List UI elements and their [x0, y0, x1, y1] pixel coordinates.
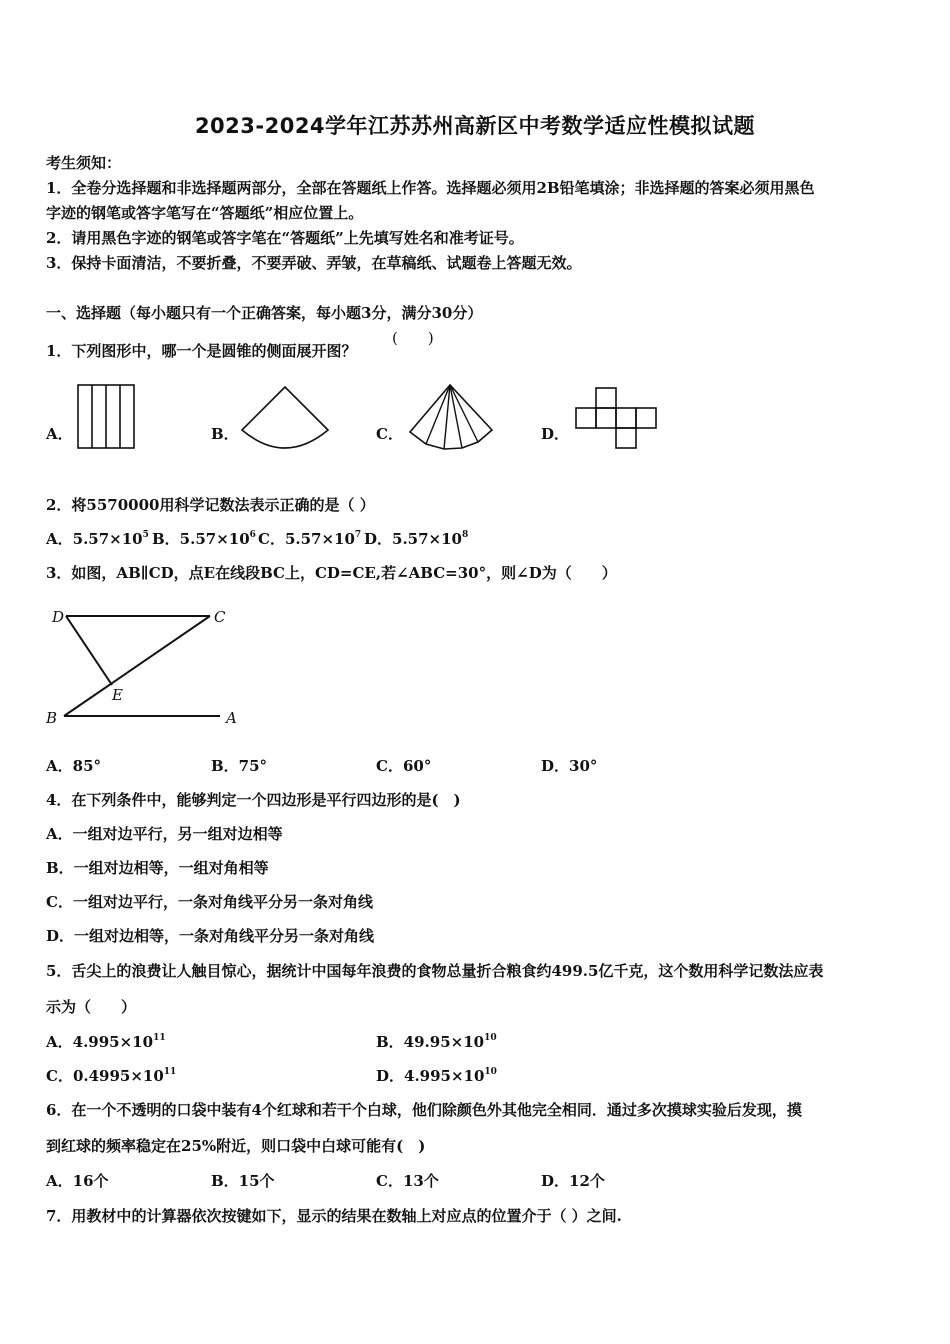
q3-option-c: C．60° [376, 757, 432, 775]
q4-option-b: B．一组对边相等，一组对角相等 [46, 859, 269, 877]
section-heading: 一、选择题（每小题只有一个正确答案，每小题3分，满分30分） [46, 304, 483, 322]
q1-option-a-figure [76, 383, 138, 451]
q5-option-d: D．$4.995\times 10^{10}$ [376, 1067, 497, 1085]
q5-stem-line-2: 示为（ ） [46, 998, 137, 1016]
q4-option-d: D．一组对边相等，一条对角线平分另一条对角线 [46, 927, 375, 945]
q1-option-b-figure [238, 384, 332, 454]
q2-stem: 2．将5570000用科学记数法表示正确的是（ ） [46, 496, 375, 514]
q1-option-b-label: B． [211, 425, 239, 443]
q1-option-c-figure [404, 382, 496, 454]
notice-line-2: 字迹的钢笔或答字笔写在“答题纸”相应位置上。 [46, 204, 364, 222]
q6-option-c: C．13个 [376, 1172, 439, 1190]
q6-stem-line-1: 6．在一个不透明的口袋中装有4个红球和若干个白球，他们除颜色外其他完全相同．通过多次摸球实验后发现，摸 [46, 1101, 802, 1119]
q5-stem-line-1: 5．舌尖上的浪费让人触目惊心，据统计中国每年浪费的食物总量折合粮食约499.5亿千克，这个数用科学记数法应表 [46, 962, 824, 980]
q1-option-c-label: C． [376, 425, 403, 443]
q2-option-d: D．$5.57\times 10^8$ [364, 530, 469, 548]
q7-stem: 7．用教材中的计算器依次按键如下，显示的结果在数轴上对应点的位置介于（ ）之间. [46, 1207, 622, 1225]
point-label-d: D [52, 608, 65, 626]
point-label-e: E [112, 686, 123, 704]
q1-option-a-label: A． [46, 425, 73, 443]
notice-line-1: 1．全卷分选择题和非选择题两部分，全部在答题纸上作答。选择题必须用2B铅笔填涂；非选择题的答案必须用黑色 [46, 179, 815, 197]
q1-option-d-label: D． [541, 425, 570, 443]
q1-option-d-figure [574, 386, 660, 452]
q3-geometry-figure [40, 600, 250, 734]
q2-option-a: A．$5.57\times 10^5$ [46, 530, 149, 548]
page-title: 2023-2024学年江苏苏州高新区中考数学适应性模拟试题 [194, 114, 756, 138]
q6-stem-line-2: 到红球的频率稳定在25%附近，则口袋中白球可能有( ) [46, 1137, 426, 1155]
q2-option-b: B．$5.57\times 10^6$ [152, 530, 256, 548]
q2-option-c: C．$5.57\times 10^7$ [258, 530, 362, 548]
notice-line-4: 3．保持卡面清洁，不要折叠，不要弄破、弄皱，在草稿纸、试题卷上答题无效。 [46, 254, 582, 272]
notice-heading: 考生须知： [46, 154, 122, 172]
q5-option-c: C．$0.4995\times 10^{11}$ [46, 1067, 177, 1085]
q1-paren: ( ) [392, 329, 434, 347]
q5-option-a: A．$4.995\times 10^{11}$ [46, 1033, 166, 1051]
q5-option-b: B．$49.95\times 10^{10}$ [376, 1033, 497, 1051]
q6-option-a: A．16个 [46, 1172, 109, 1190]
q4-option-c: C．一组对边平行，一条对角线平分另一条对角线 [46, 893, 373, 911]
point-label-c: C [214, 608, 226, 626]
notice-line-3: 2．请用黑色字迹的钢笔或答字笔在“答题纸”上先填写姓名和准考证号。 [46, 229, 524, 247]
point-label-a: A [226, 709, 237, 727]
q6-option-d: D．12个 [541, 1172, 605, 1190]
q6-option-b: B．15个 [211, 1172, 275, 1190]
q3-option-d: D．30° [541, 757, 598, 775]
q3-option-a: A．85° [46, 757, 102, 775]
point-label-b: B [46, 709, 58, 727]
q3-stem: 3．如图，AB∥CD，点E在线段BC上，CD=CE,若∠ABC=30°，则∠D为（ ） [46, 564, 617, 582]
q3-option-b: B．75° [211, 757, 268, 775]
q4-option-a: A．一组对边平行，另一组对边相等 [46, 825, 283, 843]
q1-stem: 1．下列图形中，哪一个是圆锥的侧面展开图？ [46, 342, 357, 360]
q4-stem: 4．在下列条件中，能够判定一个四边形是平行四边形的是( ) [46, 791, 461, 809]
